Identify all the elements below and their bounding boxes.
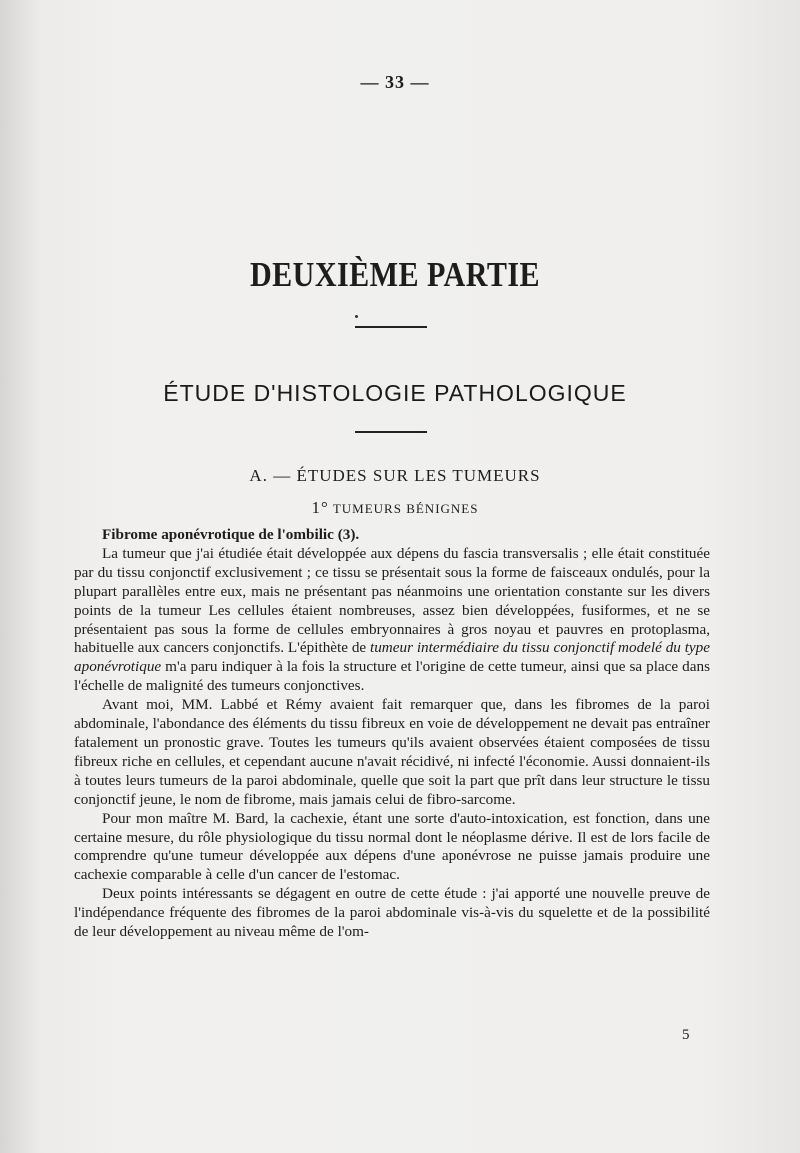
page-number: — 33 — bbox=[360, 72, 430, 92]
paragraph-4: Deux points intéressants se dégagent en outre de cette étude : j'ai apporté une nouvelle preuve de l'indépendance fréquente des fibromes de la paroi abdominale vis-à-vis du squelette et de la possibilité de leur développement au niveau même de l'om- bbox=[74, 885, 710, 941]
paragraph-1-end: m'a paru indiquer à la fois la structure et l'origine de cette tumeur, ainsi que sa place dans l'échelle de malignité des tumeurs conjonctives. bbox=[74, 658, 710, 695]
subsection-b-number: 1° bbox=[311, 498, 329, 517]
subsection-a-title: A. — ÉTUDES SUR LES TUMEURS bbox=[249, 466, 541, 485]
paragraph-1 bbox=[74, 545, 710, 696]
paragraph-3: Pour mon maître M. Bard, la cachexie, étant une sorte d'auto-intoxication, est fonction, dans une certaine mesure, du rôle physiologique du tissu normal dont le néoplasme dérive. Il est de lors facile de comprendre qu'une tumeur développée aux dépens d'une aponévrose ne puisse jamais produire une cachexie comparable à celle d'un cancer de l'estomac. bbox=[74, 809, 710, 884]
rule-dot bbox=[355, 315, 358, 318]
signature-mark: 5 bbox=[682, 1027, 690, 1043]
paragraph-2: Avant moi, MM. Labbé et Rémy avaient fait remarquer que, dans les fibromes de la paroi abdominale, l'abondance des éléments du tissu fibreux en voie de développement ne devait pas entraîner fatalement un pronostic grave. Toutes les tumeurs qu'ils avaient observées étaient composées de tissu fibreux riche en cellules, et cependant aucune n'avait récidivé, ni infecté l'économie. Aussi donnaient-ils à toutes leurs tumeurs de la paroi abdominale, quelle que soit la part que prît dans leur structure le tissu conjonctif jeune, le nom de fibrome, mais jamais celui de fibro-sarcome. bbox=[74, 696, 710, 808]
divider-rule-top bbox=[355, 326, 427, 328]
article-heading: Fibrome aponévrotique de l'ombilic (3). bbox=[102, 526, 360, 543]
part-title: DEUXIÈME PARTIE bbox=[250, 255, 540, 294]
subsection-b-text: TUMEURS BÉNIGNES bbox=[332, 501, 479, 516]
divider-rule-bottom bbox=[355, 431, 427, 433]
paragraph-1-start: La tumeur que j'ai étudiée était développée aux dépens du fascia transversalis ; elle était constituée par du tissu conjonctif exclusivement ; ce tissu se présentait sous la forme de faisceaux ondulés, pour la plupart parallèles entre eux, mais ne présentant pas néanmoins une orientation constante sur les divers points de la tumeur Les cellules étaient nombreuses, assez bien développées, fusiformes, et ne se présentaient pas sous la forme de cellules embryonnaires à gros noyau et pauvres en protoplasma, habituelle aux cancers conjonctifs. L'épithète de bbox=[74, 544, 710, 657]
section-title: ÉTUDE D'HISTOLOGIE PATHOLOGIQUE bbox=[163, 380, 627, 406]
paragraph-1-italic: tumeur intermédiaire du tissu conjonctif modelé du type aponévrotique bbox=[74, 639, 710, 676]
body-text bbox=[74, 526, 710, 942]
subsection-b-title bbox=[0, 498, 790, 518]
